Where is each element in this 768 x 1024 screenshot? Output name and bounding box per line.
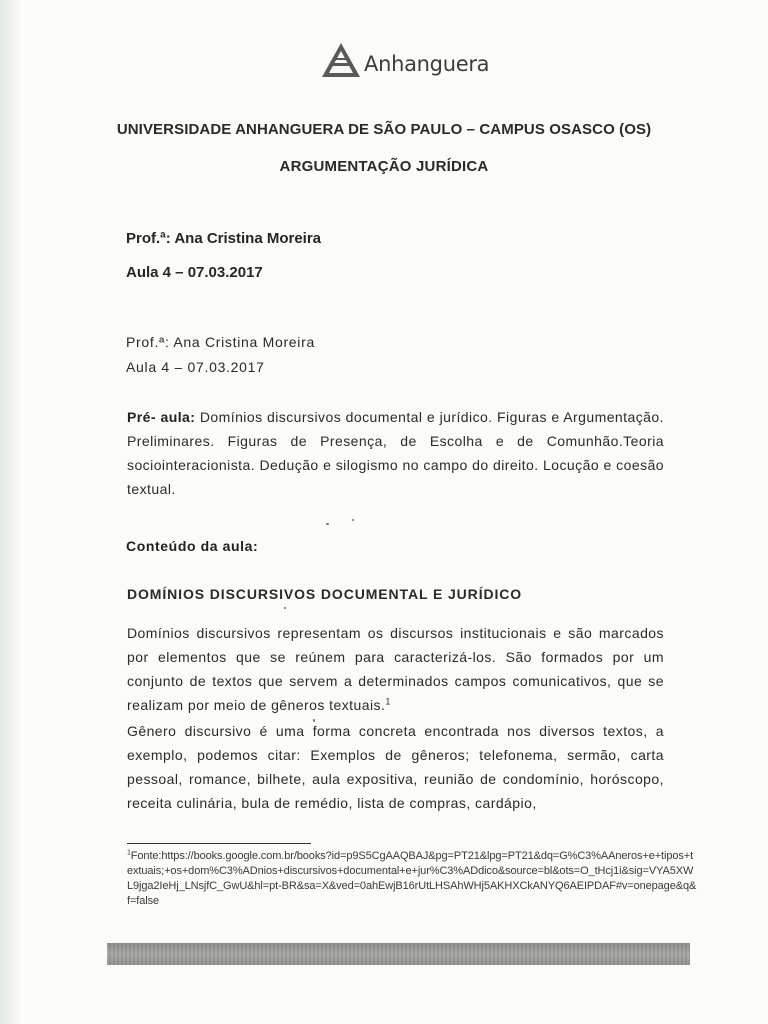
scan-speck — [326, 523, 329, 525]
lesson-date: Aula 4 – 07.03.2017 — [126, 264, 263, 281]
content-label: Conteúdo da aula: — [126, 538, 259, 554]
body-paragraph-2: Gênero discursivo é uma forma concreta encontrada nos diversos textos, a exemplo, podemos citar: Exemplos de gêneros; telefonema, sermão, carta pessoal, romance, bilhete, aula expositiva, reunião de condomínio, horóscopo, receita culinária, bula de remédio, lista de compras, cardápio, — [127, 723, 664, 811]
footnote-divider — [127, 843, 311, 844]
logo-brand-name: Anhanguera — [364, 52, 490, 76]
footnote-text: Fonte:https://books.google.com.br/books?id=p9S5CgAAQBAJ&pg=PT21&lpg=PT21&dq=G%C3%AAneros+e+tipos+textuais;+os+dom%C3%ADnios+discursivos+documental+e+jur%C3%ADdico&source=bl&ots=O_tHcj1i&sig=VYA5XWL9jga2IeHj_LNsjfC_GwU&hl=pt-BR&sa=X&ved=0ahEwjB16rUtLHSAhWHj5AKHXCkANYQ6AEIPDAF#v=onepage&q&f=false — [127, 850, 697, 907]
footnote-reference: 1 — [385, 696, 391, 707]
course-title: ARGUMENTAÇÃO JURÍDICA — [279, 158, 489, 175]
scan-speck — [352, 519, 354, 521]
body-paragraph-1 — [127, 621, 664, 717]
pre-aula-label: Pré- aula: — [127, 409, 196, 425]
section-heading: DOMÍNIOS DISCURSIVOS DOCUMENTAL E JURÍDICO — [127, 586, 523, 602]
pre-aula-text: Domínios discursivos documental e jurídico. Figuras e Argumentação. Preliminares. Figuras de Presença, de Escolha e de Comunhão.Teoria sociointeracionista. Dedução e silogismo no campo do direito. Locução e coesão textual. — [127, 409, 664, 497]
footnote-number: 1 — [127, 849, 131, 857]
scan-speck — [284, 607, 286, 609]
university-title: UNIVERSIDADE ANHANGUERA DE SÃO PAULO – CAMPUS OSASCO (OS) — [116, 121, 652, 138]
page-shadow-edge — [0, 0, 22, 1024]
paragraph-1-text: Domínios discursivos representam os discursos institucionais e são marcados por elementos que se reúnem para caracterizá-los. São formados por um conjunto de textos que servem a determinados campos comunicativos, que se realizam por meio de gêneros textuais. — [127, 625, 664, 713]
footnote — [127, 849, 697, 909]
triangle-a-logo-icon — [320, 42, 362, 78]
anhanguera-logo — [320, 42, 489, 78]
professor-name: Prof.ª: Ana Cristina Moreira — [126, 230, 322, 247]
professor-name-repeat: Prof.ª: Ana Cristina Moreira — [126, 334, 315, 350]
lesson-date-repeat: Aula 4 – 07.03.2017 — [126, 359, 265, 375]
footer-band — [107, 943, 690, 965]
scan-speck — [313, 719, 315, 722]
pre-aula-paragraph — [127, 405, 664, 501]
